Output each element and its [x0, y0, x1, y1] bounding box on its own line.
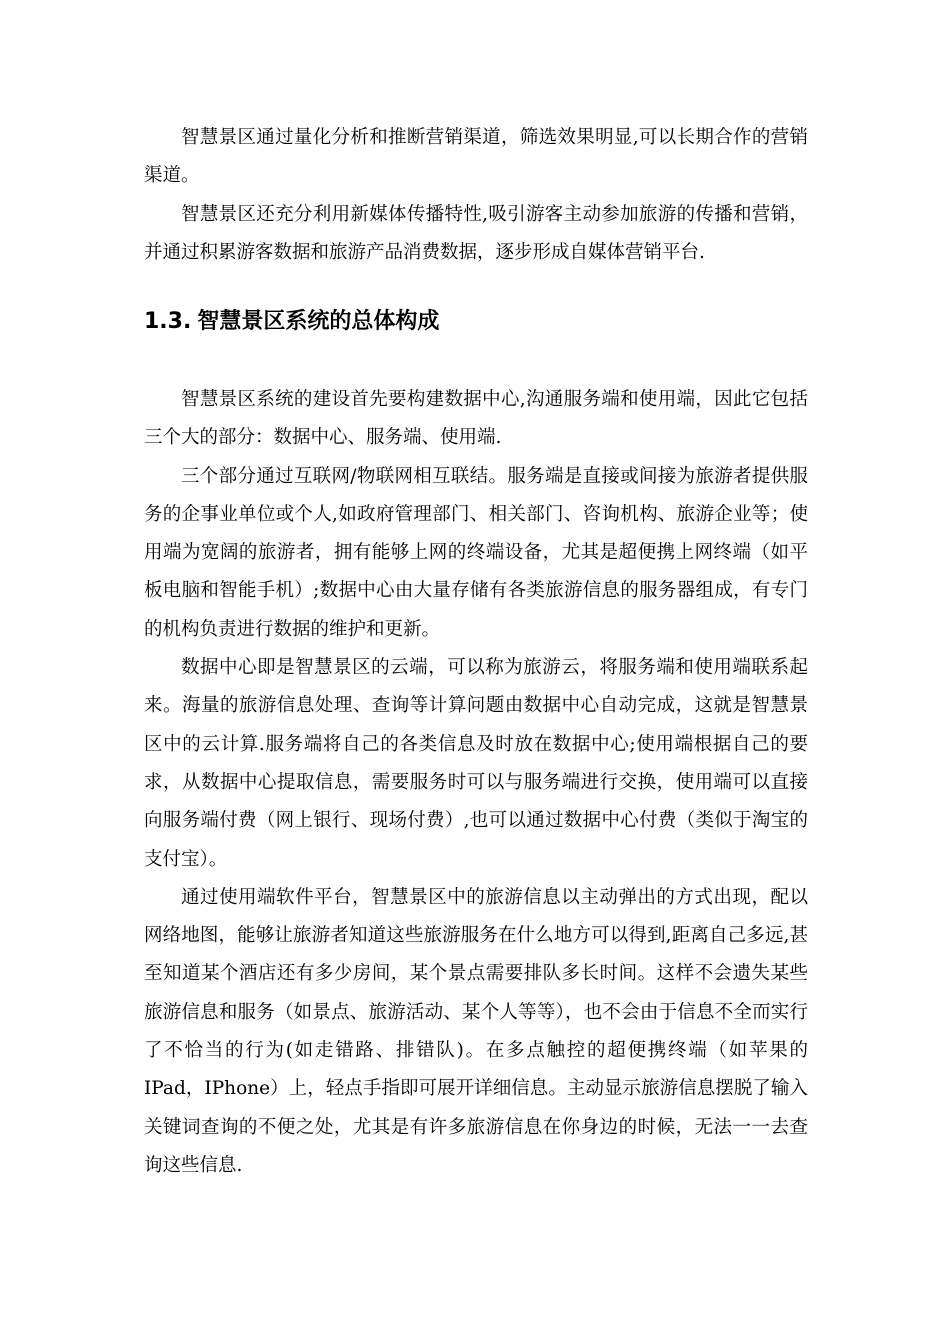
- section-text-block: [144, 381, 808, 1185]
- section-heading: [144, 304, 439, 340]
- intro-text-block: [144, 119, 808, 272]
- paragraph: 三个部分通过互联网/物联网相互联结。服务端是直接或间接为旅游者提供服务的企事业单位或个人,如政府管理部门、相关部门、咨询机构、旅游企业等；使用端为宽阔的旅游者，拥有能够上网的终端设备，尤其是超便携上网终端（如平板电脑和智能手机）;数据中心由大量存储有各类旅游信息的服务器组成，有专门的机构负责进行数据的维护和更新。: [144, 465, 808, 640]
- paragraph: 智慧景区通过量化分析和推断营销渠道，筛选效果明显,可以长期合作的营销渠道。: [144, 127, 808, 187]
- paragraph: 智慧景区系统的建设首先要构建数据中心,沟通服务端和使用端，因此它包括三个大的部分：数据中心、服务端、使用端.: [144, 389, 808, 449]
- paragraph: 通过使用端软件平台，智慧景区中的旅游信息以主动弹出的方式出现，配以网络地图，能够让旅游者知道这些旅游服务在什么地方可以得到,距离自己多远,甚至知道某个酒店还有多少房间，某个景点需要排队多长时间。这样不会遗失某些旅游信息和服务（如景点、旅游活动、某个人等等），也不会由于信息不全而实行了不恰当的行为(如走错路、排错队)。在多点触控的超便携终端（如苹果的IPad，IPhone）上，轻点手指即可展开详细信息。主动显示旅游信息摆脱了输入关键词查询的不便之处，尤其是有许多旅游信息在你身边的时候，无法一一去查询这些信息.: [144, 886, 808, 1176]
- section-title: 智慧景区系统的总体构成: [197, 309, 440, 334]
- paragraph: 智慧景区还充分利用新媒体传播特性,吸引游客主动参加旅游的传播和营销，并通过积累游客数据和旅游产品消费数据，逐步形成自媒体营销平台.: [144, 203, 808, 263]
- section-number: 1.3.: [144, 309, 192, 334]
- paragraph: 数据中心即是智慧景区的云端，可以称为旅游云，将服务端和使用端联系起来。海量的旅游信息处理、查询等计算问题由数据中心自动完成，这就是智慧景区中的云计算.服务端将自己的各类信息及时放在数据中心;使用端根据自己的要求，从数据中心提取信息，需要服务时可以与服务端进行交换，使用端可以直接向服务端付费（网上银行、现场付费）,也可以通过数据中心付费（类似于淘宝的支付宝）。: [144, 657, 808, 870]
